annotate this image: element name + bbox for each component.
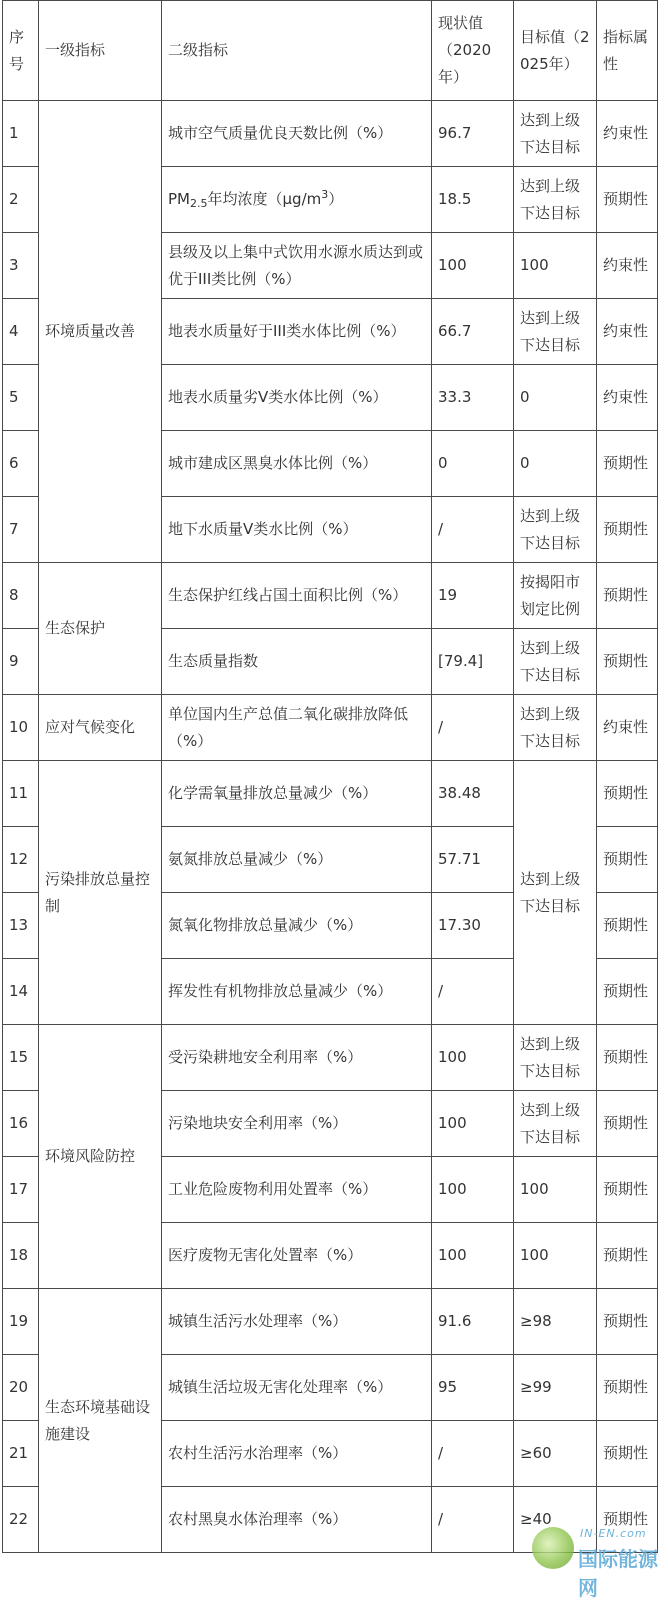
row-seq: 4 [3, 299, 39, 365]
table-row [3, 761, 658, 827]
row-attr: 预期性 [597, 1421, 658, 1487]
row-seq: 15 [3, 1025, 39, 1091]
row-seq: 20 [3, 1355, 39, 1421]
row-attr: 预期性 [597, 1223, 658, 1289]
header-level1: 一级指标 [39, 1, 162, 101]
row-seq: 16 [3, 1091, 39, 1157]
header-seq: 序号 [3, 1, 39, 101]
indicator-part: 年均浓度（μg/m [207, 190, 322, 208]
row-indicator: 地表水质量劣Ⅴ类水体比例（%） [162, 365, 432, 431]
row-current: / [432, 1421, 514, 1487]
row-seq: 13 [3, 893, 39, 959]
row-indicator: 地表水质量好于III类水体比例（%） [162, 299, 432, 365]
row-current: 17.30 [432, 893, 514, 959]
row-attr: 预期性 [597, 431, 658, 497]
row-target: 100 [514, 1157, 597, 1223]
row-current: 33.3 [432, 365, 514, 431]
row-current: 100 [432, 1091, 514, 1157]
row-current: 95 [432, 1355, 514, 1421]
row-target: 0 [514, 365, 597, 431]
row-current: 38.48 [432, 761, 514, 827]
row-seq: 14 [3, 959, 39, 1025]
row-current: [79.4] [432, 629, 514, 695]
row-current: / [432, 497, 514, 563]
row-indicator: 挥发性有机物排放总量减少（%） [162, 959, 432, 1025]
row-target: ≥99 [514, 1355, 597, 1421]
row-indicator: 城镇生活污水处理率（%） [162, 1289, 432, 1355]
watermark-logo [532, 1517, 662, 1600]
row-indicator: 生态保护红线占国土面积比例（%） [162, 563, 432, 629]
row-current: / [432, 959, 514, 1025]
table-row [3, 695, 658, 761]
leaf-circle-icon [532, 1527, 574, 1569]
watermark-text: 国际能源网 [578, 1547, 658, 1600]
row-target: 达到上级下达目标 [514, 761, 597, 1025]
row-current: 100 [432, 1157, 514, 1223]
header-attr: 指标属性 [597, 1, 658, 101]
row-target: 达到上级下达目标 [514, 1091, 597, 1157]
row-current: / [432, 695, 514, 761]
row-attr: 预期性 [597, 1289, 658, 1355]
row-attr: 预期性 [597, 629, 658, 695]
indicator-part: 2.5 [190, 197, 208, 210]
row-seq: 21 [3, 1421, 39, 1487]
row-attr: 预期性 [597, 1025, 658, 1091]
row-attr: 预期性 [597, 1091, 658, 1157]
row-attr: 预期性 [597, 827, 658, 893]
category-cell: 应对气候变化 [39, 695, 162, 761]
row-target: 达到上级下达目标 [514, 299, 597, 365]
row-indicator: 城镇生活垃圾无害化处理率（%） [162, 1355, 432, 1421]
row-current: 18.5 [432, 167, 514, 233]
row-indicator: 医疗废物无害化处置率（%） [162, 1223, 432, 1289]
row-target: 0 [514, 431, 597, 497]
row-attr: 约束性 [597, 101, 658, 167]
category-cell: 生态保护 [39, 563, 162, 695]
row-seq: 11 [3, 761, 39, 827]
row-attr: 预期性 [597, 1157, 658, 1223]
row-indicator: 地下水质量Ⅴ类水比例（%） [162, 497, 432, 563]
row-attr: 约束性 [597, 365, 658, 431]
row-attr: 约束性 [597, 695, 658, 761]
header-level2: 二级指标 [162, 1, 432, 101]
row-seq: 22 [3, 1487, 39, 1553]
header-target: 目标值（2025年） [514, 1, 597, 101]
row-indicator: 工业危险废物利用处置率（%） [162, 1157, 432, 1223]
row-indicator: 城市空气质量优良天数比例（%） [162, 101, 432, 167]
row-target: ≥98 [514, 1289, 597, 1355]
row-seq: 6 [3, 431, 39, 497]
row-current: 0 [432, 431, 514, 497]
row-indicator: 受污染耕地安全利用率（%） [162, 1025, 432, 1091]
table-row [3, 563, 658, 629]
row-indicator: 单位国内生产总值二氧化碳排放降低（%） [162, 695, 432, 761]
indicator-table [2, 0, 658, 1553]
indicator-part: 3 [321, 188, 329, 201]
row-attr: 约束性 [597, 299, 658, 365]
row-current: / [432, 1487, 514, 1553]
indicator-part: PM [168, 190, 190, 208]
row-attr: 预期性 [597, 1355, 658, 1421]
row-target: 达到上级下达目标 [514, 101, 597, 167]
row-current: 96.7 [432, 101, 514, 167]
row-attr: 预期性 [597, 497, 658, 563]
row-attr: 预期性 [597, 167, 658, 233]
row-target: 100 [514, 233, 597, 299]
category-cell: 污染排放总量控制 [39, 761, 162, 1025]
row-seq: 9 [3, 629, 39, 695]
row-current: 91.6 [432, 1289, 514, 1355]
row-indicator: 污染地块安全利用率（%） [162, 1091, 432, 1157]
row-seq: 3 [3, 233, 39, 299]
indicator-table-container [2, 0, 657, 1568]
row-indicator: 县级及以上集中式饮用水源水质达到或优于III类比例（%） [162, 233, 432, 299]
row-target: 达到上级下达目标 [514, 167, 597, 233]
row-indicator [162, 167, 432, 233]
row-seq: 12 [3, 827, 39, 893]
row-attr: 预期性 [597, 1487, 658, 1553]
header-row [3, 1, 658, 101]
row-current: 100 [432, 1223, 514, 1289]
row-attr: 预期性 [597, 563, 658, 629]
row-seq: 8 [3, 563, 39, 629]
row-target: 100 [514, 1223, 597, 1289]
row-target: 达到上级下达目标 [514, 1025, 597, 1091]
row-seq: 1 [3, 101, 39, 167]
indicator-part: ） [328, 190, 344, 208]
row-indicator: 城市建成区黑臭水体比例（%） [162, 431, 432, 497]
category-cell: 环境风险防控 [39, 1025, 162, 1289]
row-seq: 10 [3, 695, 39, 761]
table-row [3, 101, 658, 167]
category-cell: 环境质量改善 [39, 101, 162, 563]
row-attr: 预期性 [597, 893, 658, 959]
row-target: ≥40 [514, 1487, 597, 1553]
row-target: 达到上级下达目标 [514, 695, 597, 761]
row-target: 达到上级下达目标 [514, 629, 597, 695]
watermark-domain: IN-EN.com [580, 1527, 647, 1540]
row-indicator: 生态质量指数 [162, 629, 432, 695]
header-current: 现状值（2020年） [432, 1, 514, 101]
row-current: 57.71 [432, 827, 514, 893]
row-seq: 5 [3, 365, 39, 431]
row-current: 66.7 [432, 299, 514, 365]
row-indicator: 化学需氧量排放总量减少（%） [162, 761, 432, 827]
row-indicator: 农村黑臭水体治理率（%） [162, 1487, 432, 1553]
table-row [3, 1025, 658, 1091]
row-seq: 7 [3, 497, 39, 563]
row-indicator: 农村生活污水治理率（%） [162, 1421, 432, 1487]
category-cell: 生态环境基础设施建设 [39, 1289, 162, 1553]
row-attr: 预期性 [597, 761, 658, 827]
row-current: 19 [432, 563, 514, 629]
row-seq: 17 [3, 1157, 39, 1223]
row-target: 达到上级下达目标 [514, 497, 597, 563]
row-target: ≥60 [514, 1421, 597, 1487]
table-row [3, 1289, 658, 1355]
row-seq: 19 [3, 1289, 39, 1355]
row-indicator: 氮氧化物排放总量减少（%） [162, 893, 432, 959]
row-seq: 2 [3, 167, 39, 233]
row-target: 按揭阳市划定比例 [514, 563, 597, 629]
row-attr: 预期性 [597, 959, 658, 1025]
row-current: 100 [432, 233, 514, 299]
row-indicator: 氨氮排放总量减少（%） [162, 827, 432, 893]
row-current: 100 [432, 1025, 514, 1091]
row-seq: 18 [3, 1223, 39, 1289]
row-attr: 约束性 [597, 233, 658, 299]
